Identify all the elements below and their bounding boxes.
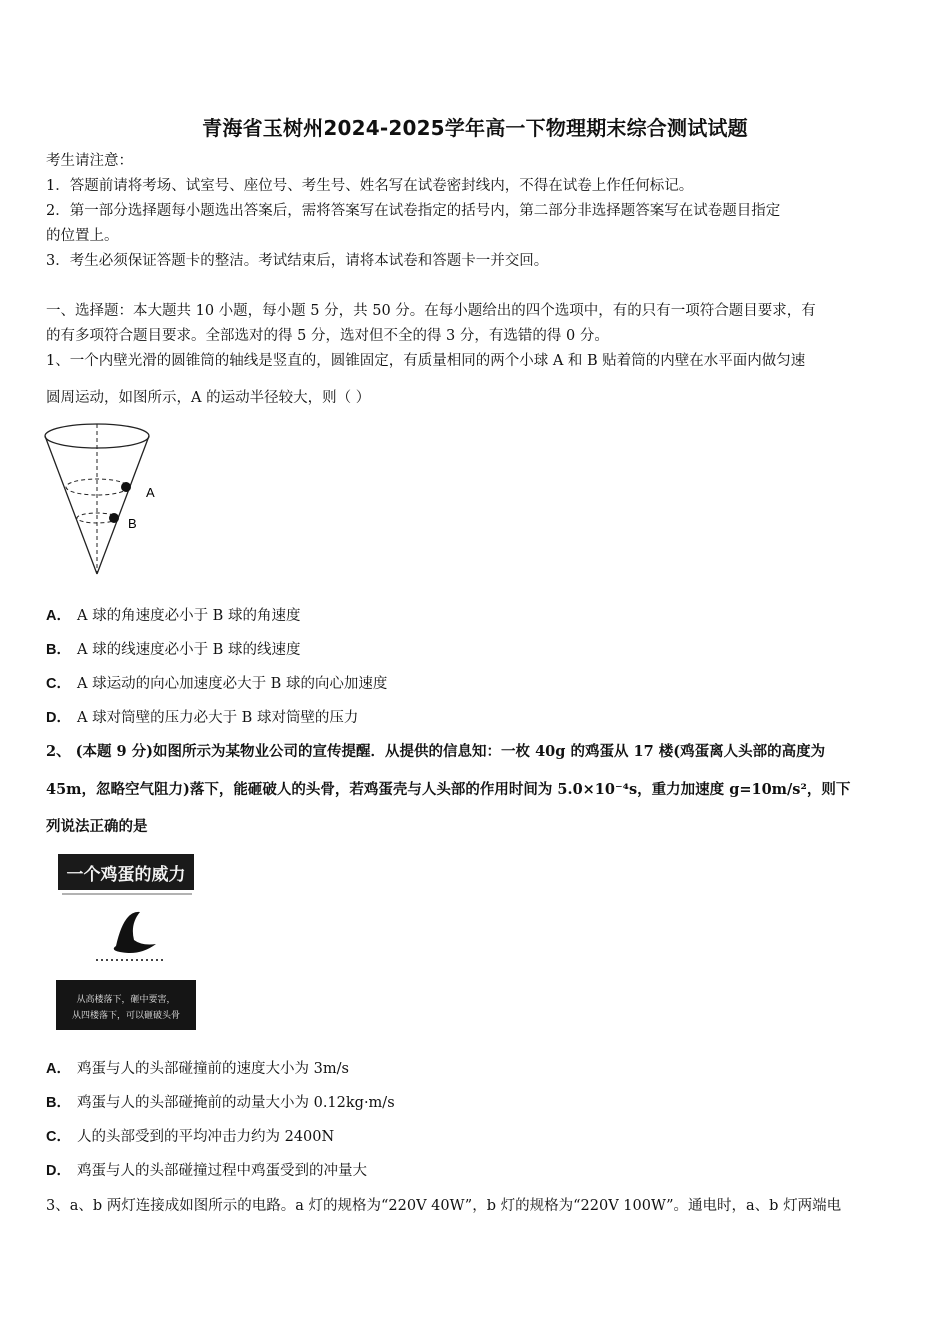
q3-stem-line1: 3、a、b 两灯连接成如图所示的电路。a 灯的规格为“220V 40W”，b 灯的规格为“220V 100W”。通电时，a、b 灯两端电 — [46, 1198, 842, 1214]
poster-figure — [44, 850, 204, 1035]
poster-caption-2: 从四楼落下，可以砸破头骨 — [71, 1010, 181, 1020]
section1-intro-line1: 一、选择题：本大题共 10 小题，每小题 5 分，共 50 分。在每小题给出的四个选项中，有的只有一项符合题目要求，有 — [46, 303, 816, 319]
label-b: B — [128, 516, 137, 531]
label-a: A — [146, 485, 155, 500]
q2-option-b: B． 鸡蛋与人的头部碰掩前的动量大小为 0.12kg·m/s — [46, 1095, 395, 1111]
poster-caption-1: 从高楼落下，砸中要害， — [76, 994, 176, 1004]
q1-option-b: B． A 球的线速度必小于 B 球的线速度 — [46, 642, 301, 658]
notice-item-3: 3．考生必须保证答题卡的整洁。考试结束后，请将本试卷和答题卡一并交回。 — [46, 253, 549, 269]
q2-stem-line1: 2、 (本题 9 分)如图所示为某物业公司的宣传提醒．从提供的信息知：一枚 40g 的鸡蛋从 17 楼(鸡蛋离人头部的高度为 — [46, 743, 826, 760]
q2-stem-line3: 列说法正确的是 — [46, 818, 148, 835]
poster-caption-band — [56, 980, 196, 1030]
q1-stem-line2: 圆周运动，如图所示，A 的运动半径较大，则（ ） — [46, 390, 371, 406]
q2-option-c: C． 人的头部受到的平均冲击力约为 2400N — [46, 1129, 335, 1145]
section1-intro-line2: 的有多项符合题目要求。全部选对的得 5 分，选对但不全的得 3 分，有选错的得 0 分。 — [46, 328, 609, 344]
q2-option-a: A． 鸡蛋与人的头部碰撞前的速度大小为 3m/s — [46, 1061, 349, 1077]
q2-option-d: D． 鸡蛋与人的头部碰撞过程中鸡蛋受到的冲量大 — [46, 1163, 367, 1179]
cone-left-wall — [45, 436, 97, 574]
ball-b — [109, 513, 119, 523]
q1-stem-line1: 1、一个内壁光滑的圆锥筒的轴线是竖直的，圆锥固定，有质量相同的两个小球 A 和 B 贴着筒的内壁在水平面内做匀速 — [46, 353, 806, 369]
q2-stem-line2: 45m，忽略空气阻力)落下，能砸破人的头骨，若鸡蛋壳与人头部的作用时间为 5.0×10⁻⁴s，重力加速度 g=10m/s²，则下 — [46, 781, 851, 798]
cone-figure — [40, 420, 170, 580]
page-title: 青海省玉树州2024-2025学年高一下物理期末综合测试试题 — [202, 116, 748, 140]
poster-headline: 一个鸡蛋的威力 — [66, 865, 186, 884]
q1-option-d: D． A 球对筒壁的压力必大于 B 球对筒壁的压力 — [46, 710, 359, 726]
notice-item-2: 2．第一部分选择题每小题选出答案后，需将答案写在试卷指定的括号内，第二部分非选择题答案写在试卷题目指定 — [46, 203, 781, 219]
notice-item-2-cont: 的位置上。 — [46, 228, 119, 244]
ball-a — [121, 482, 131, 492]
cone-right-wall — [97, 436, 149, 574]
q1-option-a: A． A 球的角速度必小于 B 球的角速度 — [46, 608, 301, 624]
egg-splat-icon — [114, 912, 156, 953]
q1-option-c: C． A 球运动的向心加速度必大于 B 球的向心加速度 — [46, 676, 388, 692]
notice-heading: 考生请注意： — [46, 153, 133, 169]
notice-item-1: 1．答题前请将考场、试室号、座位号、考生号、姓名写在试卷密封线内，不得在试卷上作任何标记。 — [46, 178, 694, 194]
